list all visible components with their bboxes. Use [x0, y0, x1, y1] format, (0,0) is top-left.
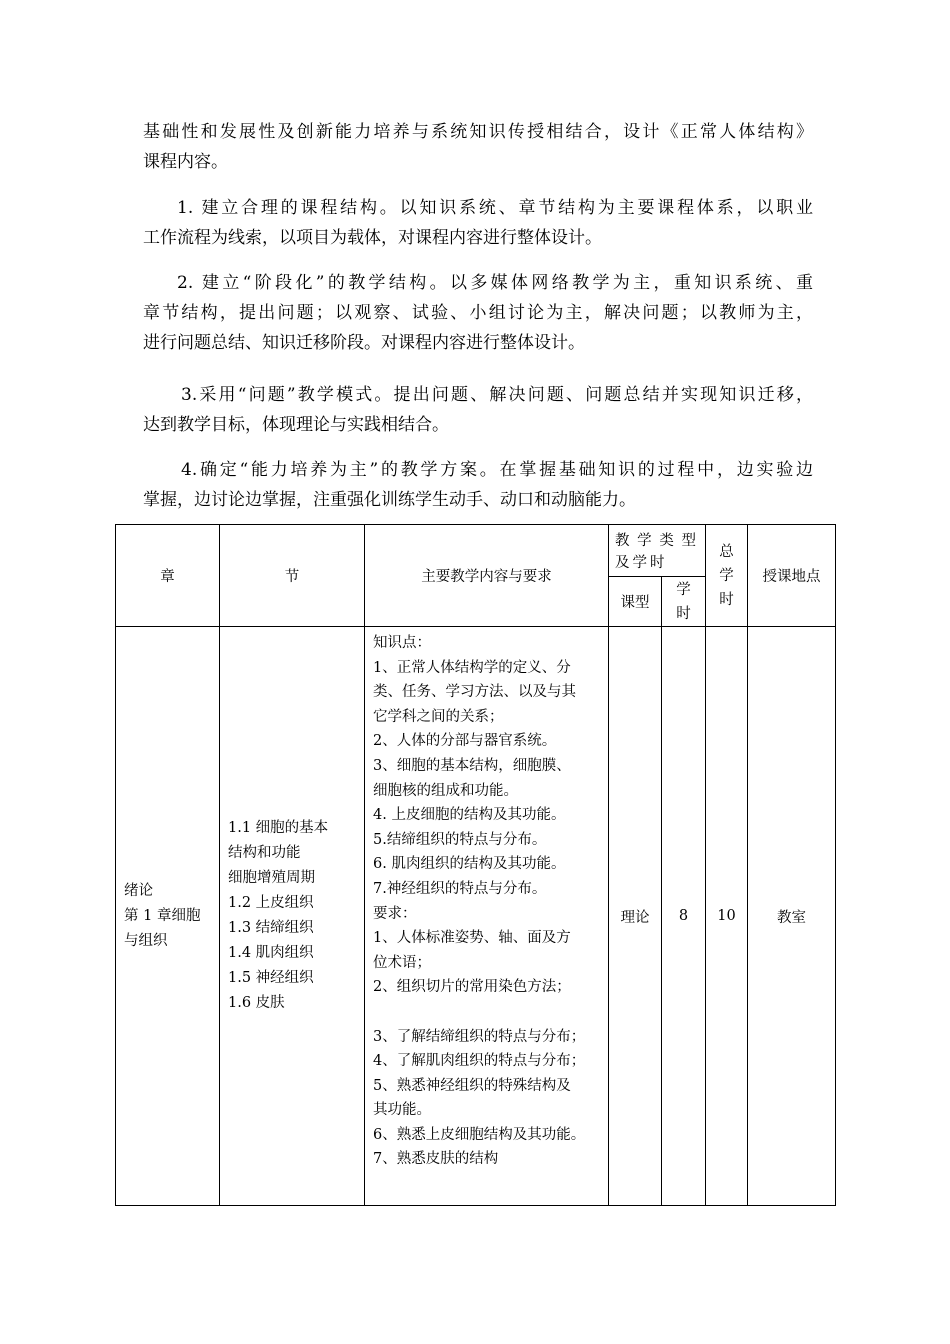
content-line: 其功能。	[373, 1102, 431, 1119]
chapter-line: 与组织	[124, 932, 168, 949]
text-line: 课程内容。	[143, 152, 228, 172]
section-line: 1.6 皮肤	[228, 995, 285, 1011]
text-line: 4.确定“能力培养为主”的教学方案。在掌握基础知识的过程中，边实验边	[181, 460, 813, 480]
content-line: 类、任务、学习方法、以及与其	[373, 684, 576, 701]
content-line: 6. 肌肉组织的结构及其功能。	[373, 856, 566, 873]
paragraph-intro	[143, 117, 813, 177]
cell-chapter	[116, 627, 220, 1206]
paragraph-item-1	[143, 193, 813, 253]
content-line: 4、了解肌肉组织的特点与分布；	[373, 1053, 586, 1070]
header-type: 课型	[609, 577, 662, 627]
section-line: 细胞增殖周期	[228, 870, 315, 886]
content-line: 2、组织切片的常用染色方法；	[373, 979, 571, 996]
header-hours: 学时	[662, 577, 706, 627]
text-line: 1. 建立合理的课程结构。以知识系统、章节结构为主要课程体系，以职业	[177, 198, 813, 218]
section-line: 1.1 细胞的基本	[228, 820, 329, 836]
content-line: 知识点：	[373, 635, 431, 651]
content-line: 它学科之间的关系；	[373, 708, 504, 725]
section-line: 结构和功能	[228, 845, 301, 861]
header-total-hours: 总学时	[706, 525, 748, 627]
content-line: 3、了解结缔组织的特点与分布；	[373, 1028, 586, 1045]
table-header-row	[116, 525, 836, 577]
header-location: 授课地点	[748, 525, 836, 627]
content-line: 要求：	[373, 905, 417, 922]
content-line: 5、熟悉神经组织的特殊结构及	[373, 1077, 571, 1094]
paragraph-item-2	[143, 268, 813, 358]
header-type-hours: 教学类型及学时	[609, 525, 706, 577]
section-line: 1.5 神经组织	[228, 970, 314, 986]
content-line: 7.神经组织的特点与分布。	[373, 880, 547, 897]
text-line: 工作流程为线索，以项目为载体，对课程内容进行整体设计。	[143, 228, 602, 248]
text-line: 章节结构，提出问题；以观察、试验、小组讨论为主，解决问题；以教师为主，	[143, 303, 813, 323]
paragraph-item-3	[143, 380, 813, 440]
header-section: 节	[220, 525, 365, 627]
chapter-line: 绪论	[124, 882, 153, 899]
content-line: 2、人体的分部与器官系统。	[373, 733, 557, 750]
content-line: 细胞核的组成和功能。	[373, 782, 518, 799]
section-line: 1.3 结缔组织	[228, 920, 314, 936]
header-chapter: 章	[116, 525, 220, 627]
course-table	[115, 524, 836, 1206]
header-content: 主要教学内容与要求	[365, 525, 609, 627]
cell-type: 理论	[609, 627, 662, 1206]
content-line: 7、熟悉皮肤的结构	[373, 1151, 499, 1168]
text-line: 3.采用“问题”教学模式。提出问题、解决问题、问题总结并实现知识迁移，	[181, 385, 813, 405]
content-line: 1、人体标准姿势、轴、面及方	[373, 930, 571, 947]
content-line: 位术语；	[373, 954, 431, 971]
cell-hours: 8	[662, 627, 706, 1206]
text-line: 基础性和发展性及创新能力培养与系统知识传授相结合，设计《正常人体结构》	[143, 122, 813, 142]
content-line: 3、细胞的基本结构，细胞膜、	[373, 757, 571, 774]
paragraph-item-4	[143, 455, 813, 515]
text-line: 2. 建立“阶段化”的教学结构。以多媒体网络教学为主，重知识系统、重	[177, 273, 813, 293]
section-line: 1.2 上皮组织	[228, 895, 314, 911]
cell-location: 教室	[748, 627, 836, 1206]
content-line: 1、正常人体结构学的定义、分	[373, 659, 571, 676]
text-line: 进行问题总结、知识迁移阶段。对课程内容进行整体设计。	[143, 333, 585, 353]
content-line: 5.结缔组织的特点与分布。	[373, 831, 547, 848]
cell-content	[365, 627, 609, 1206]
table-row	[116, 627, 836, 1206]
cell-total-hours: 10	[706, 627, 748, 1206]
content-line: 6、熟悉上皮细胞结构及其功能。	[373, 1126, 586, 1143]
chapter-line: 第 1 章细胞	[124, 907, 201, 924]
text-line: 达到教学目标，体现理论与实践相结合。	[143, 415, 449, 435]
section-line: 1.4 肌肉组织	[228, 945, 314, 961]
content-line: 4. 上皮细胞的结构及其功能。	[373, 807, 566, 824]
text-line: 掌握，边讨论边掌握，注重强化训练学生动手、动口和动脑能力。	[143, 490, 636, 510]
content-spacer	[373, 1000, 604, 1025]
cell-section	[220, 627, 365, 1206]
